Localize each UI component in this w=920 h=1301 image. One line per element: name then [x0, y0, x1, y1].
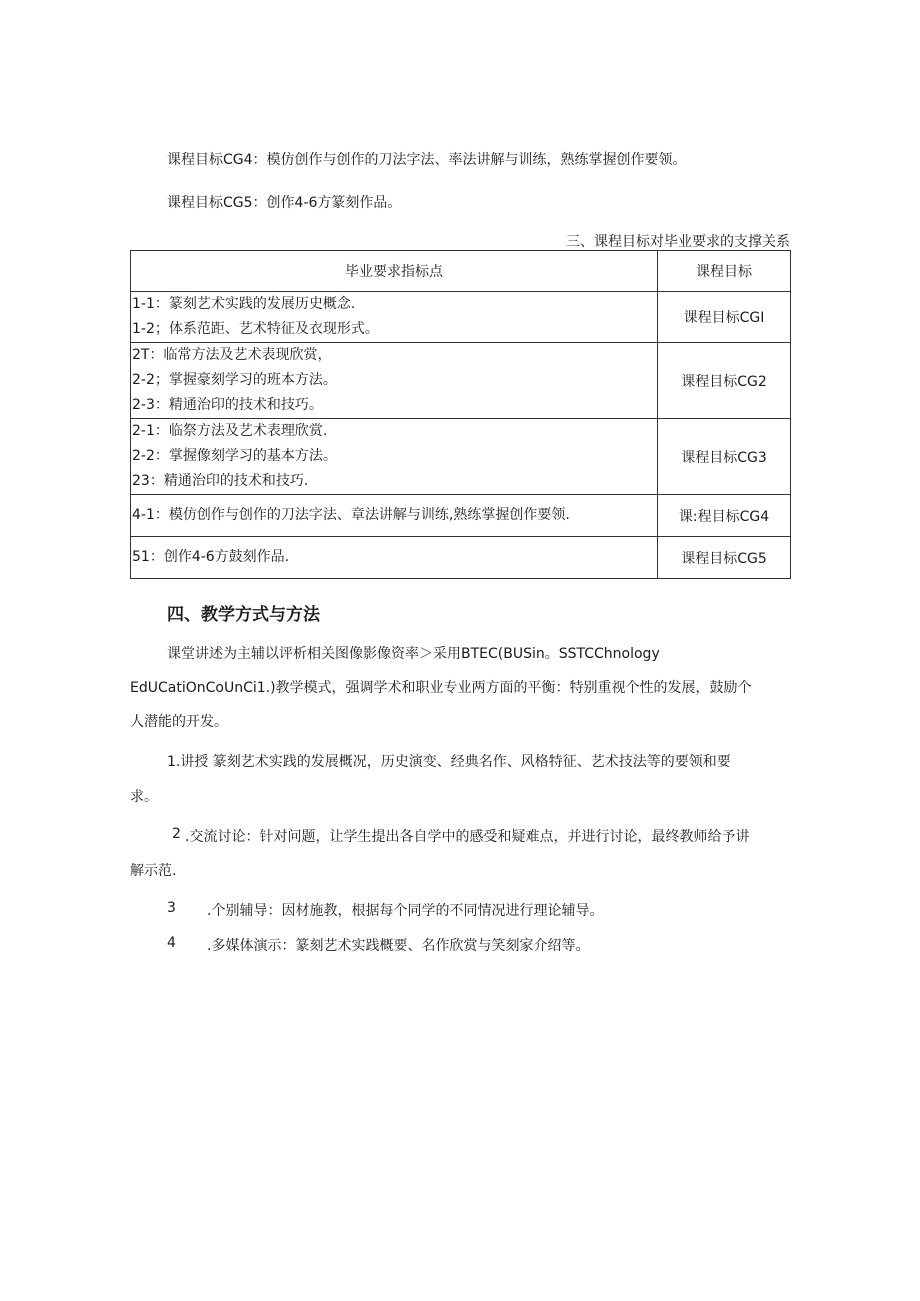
requirement-line: 2-2；掌握豪刻学习的班本方法。 — [132, 372, 337, 388]
goal-cg5-text: 课程目标CG5：创作4-6方篆刻作品。 — [167, 195, 402, 211]
goal-cell: 课程目标CGI — [658, 292, 791, 343]
header-requirement: 毕业要求指标点 — [131, 251, 658, 292]
goal-cell: 课程目标CG5 — [658, 537, 791, 579]
table-row — [131, 495, 791, 537]
section-heading: 四、教学方式与方法 — [167, 605, 320, 625]
requirements-table — [130, 250, 791, 579]
requirement-cell — [131, 537, 658, 579]
goal-cell: 课:程目标CG4 — [658, 495, 791, 537]
goal-cell: 课程目标CG3 — [658, 419, 791, 495]
method-item-2-cont: 解示范. — [130, 863, 177, 879]
requirement-line: 1-2；体系范距、艺术特征及衣现形式。 — [132, 321, 379, 337]
requirement-cell — [131, 495, 658, 537]
requirement-line: 51：创作4-6方鼓刻作品. — [132, 549, 290, 565]
method-item-2-number: 2 — [172, 826, 181, 842]
requirement-line: 2-2：掌握像刻学习的基本方法。 — [132, 448, 337, 464]
requirement-line: 2-1：临祭方法及艺术表理欣赏. — [132, 423, 328, 439]
table-row — [131, 537, 791, 579]
header-goal: 课程目标 — [658, 251, 791, 292]
requirement-cell — [131, 343, 658, 419]
method-item-4: .多媒体演示：篆刻艺术实践概要、名作欣赏与笑刻家介绍等。 — [207, 938, 590, 954]
intro-line: EdUCatiOnCoUnCi1.)教学模式，强调学术和职业专业两方面的平衡：特别重视个性的发展，鼓励个 — [130, 680, 752, 696]
method-item-3: .个别辅导：因材施教，根据每个同学的不同情况进行理论辅导。 — [207, 903, 604, 919]
table-caption: 三、课程目标对毕业要求的支撑关系 — [566, 234, 790, 250]
intro-line: 人潜能的开发。 — [130, 714, 228, 730]
method-item-1: 1.讲授 篆刻艺术实践的发展概况，历史演变、经典名作、风格特征、艺术技法等的要领和要 — [167, 754, 731, 770]
intro-line: 课堂讲述为主辅以评析相关图像影像资率＞采用BTEC(BUSin。SSTCChnology — [167, 646, 660, 662]
requirement-line: 2T：临常方法及艺术表现欣赏， — [132, 347, 332, 363]
table-row — [131, 419, 791, 495]
method-item-2: .交流讨论：针对问题，让学生提出各自学中的感受和疑难点，并进行讨论，最终教师给予讲 — [185, 829, 750, 845]
requirement-cell — [131, 292, 658, 343]
method-item-1-cont: 求。 — [130, 789, 158, 805]
requirement-line: 4-1：模仿创作与创作的刀法字法、章法讲解与训练,熟练掌握创作要领. — [132, 507, 570, 523]
requirement-line: 2-3：精通治印的技术和技巧。 — [132, 397, 323, 413]
method-item-3-number: 3 — [167, 900, 176, 916]
table-row — [131, 292, 791, 343]
table-row — [131, 343, 791, 419]
goal-cg4-text: 课程目标CG4：模仿创作与创作的刀法字法、率法讲解与训练，熟练掌握创作要领。 — [167, 152, 687, 168]
requirement-cell — [131, 419, 658, 495]
goal-cell: 课程目标CG2 — [658, 343, 791, 419]
requirement-line: 1-1：篆刻艺术实践的发展历史概念. — [132, 296, 356, 312]
requirement-line: 23：精通治印的技术和技巧. — [132, 473, 309, 489]
table-header-row — [131, 251, 791, 292]
method-item-4-number: 4 — [167, 935, 176, 951]
